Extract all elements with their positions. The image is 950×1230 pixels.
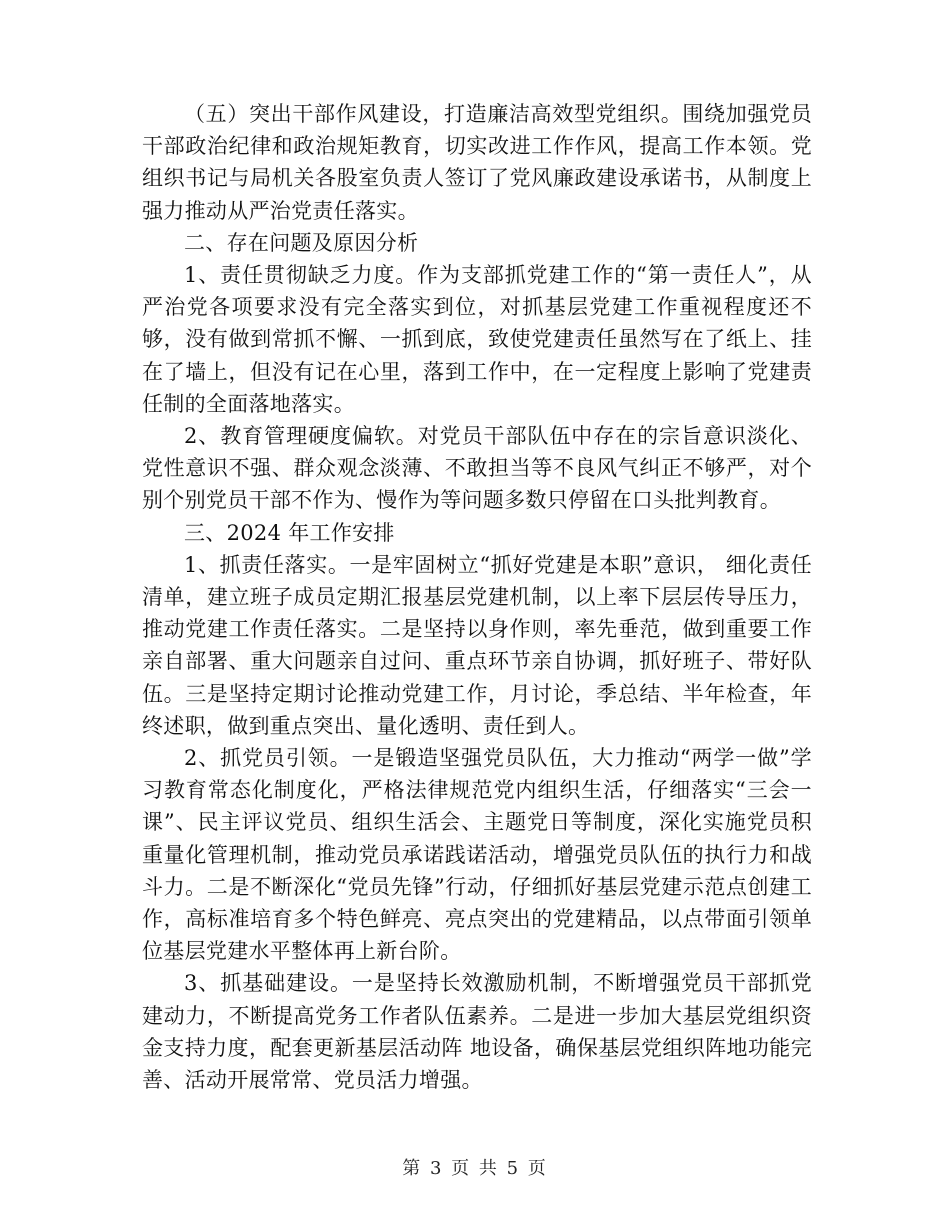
heading-work-plan: 三、2024 年工作安排 (184, 520, 395, 545)
heading-problems-analysis: 二、存在问题及原因分析 (184, 230, 419, 255)
paragraph-plan-2: 2、抓党员引领。一是锻造坚强党员队伍，大力推动“两学一做”学习教育常态化制度化，严格法律规范党内组织生活，仔细落实“三会一课”、民主评议党员、组织生活会、主题党日等制度，深化实施党员积重量化管理机制，推动党员承诺践诺活动，增强党员队伍的执行力和战斗力。二是不断深化“党员先锋”行动，仔细抓好基层党建示范点创建工作，高标准培育多个特色鲜亮、亮点突出的党建精品，以点带面引领单位基层党建水平整体再上新台阶。 (142, 746, 812, 964)
paragraph-plan-3: 3、抓基础建设。一是坚持长效激励机制，不断增强党员干部抓党建动力，不断提高党务工作者队伍素养。二是进一步加大基层党组织资金支持力度，配套更新基层活动阵 地设备，确保基层党组织阵地功能完善、活动开展常常、党员活力增强。 (142, 971, 812, 1093)
page-number-footer: 第 3 页 共 5 页 (402, 1158, 548, 1179)
paragraph-problem-1: 1、责任贯彻缺乏力度。作为支部抓党建工作的“第一责任人”，从严治党各项要求没有完全落实到位，对抓基层党建工作重视程度还不够，没有做到常抓不懈、一抓到底，致使党建责任虽然写在了纸上、挂在了墙上，但没有记在心里，落到工作中，在一定程度上影响了党建责任制的全面落地落实。 (142, 263, 812, 416)
document-body (142, 98, 812, 1096)
paragraph-problem-2: 2、教育管理硬度偏软。对党员干部队伍中存在的宗旨意识淡化、党性意识不强、群众观念淡薄、不敢担当等不良风气纠正不够严，对个别个别党员干部不作为、慢作为等问题多数只停留在口头批判教育。 (142, 424, 812, 513)
paragraph-section-five: （五）突出干部作风建设，打造廉洁高效型党组织。围绕加强党员干部政治纪律和政治规矩教育，切实改进工作作风，提高工作本领。党组织书记与局机关各股室负责人签订了党风廉政建设承诺书，从制度上强力推动从严治党责任落实。 (142, 102, 812, 223)
paragraph-plan-1: 1、抓责任落实。一是牢固树立“抓好党建是本职”意识， 细化责任清单，建立班子成员定期汇报基层党建机制，以上率下层层传导压力，推动党建工作责任落实。二是坚持以身作则，率先垂范，做到重要工作亲自部署、重大问题亲自过问、重点环节亲自协调，抓好班子、带好队伍。三是坚持定期讨论推动党建工作，月讨论，季总结、半年检查，年终述职，做到重点突出、量化透明、责任到人。 (142, 552, 812, 738)
